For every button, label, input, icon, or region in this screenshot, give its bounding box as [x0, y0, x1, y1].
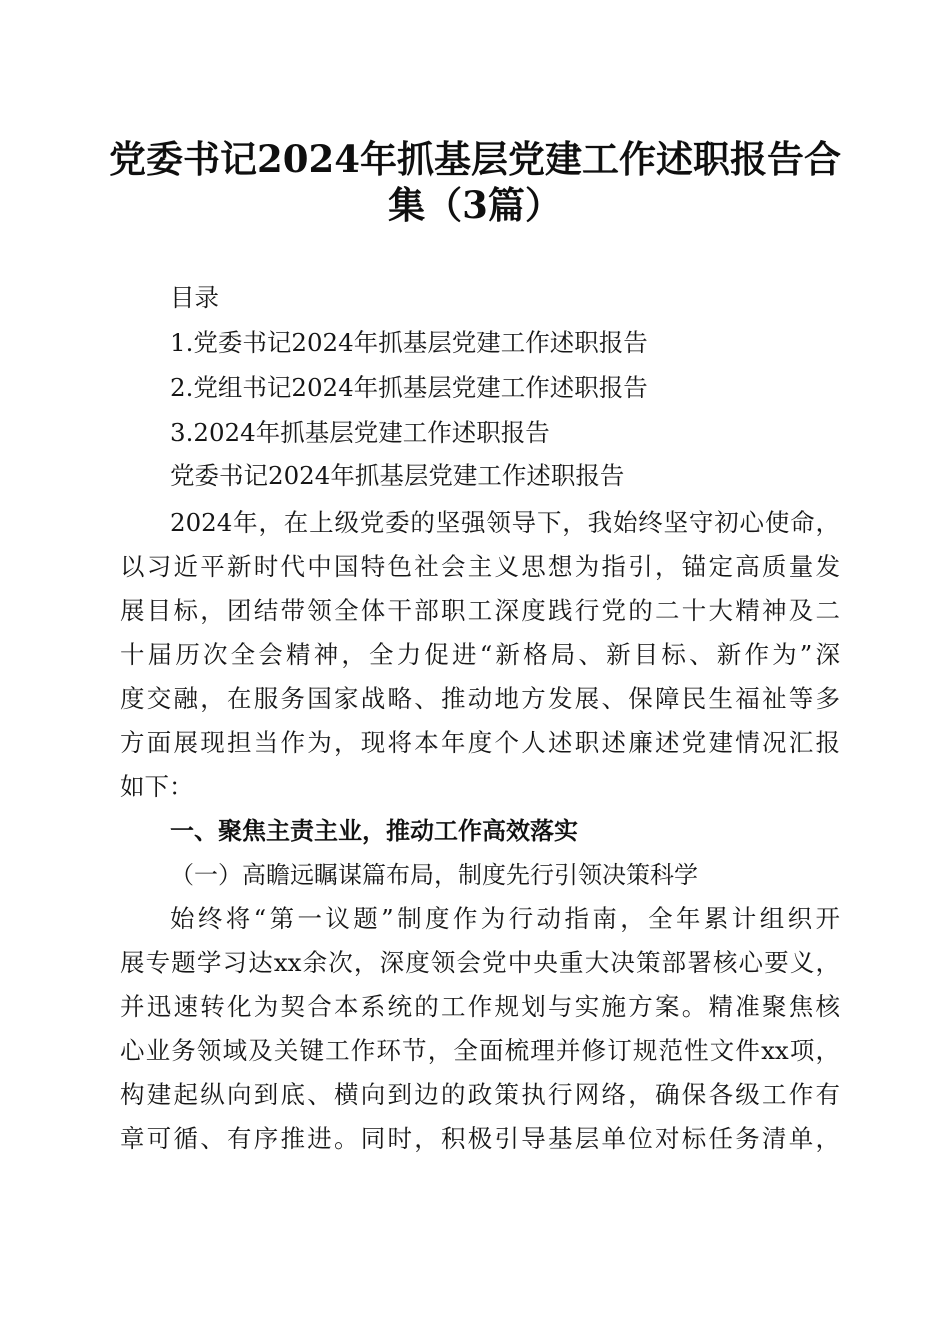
- article-title: 党委书记2024年抓基层党建工作述职报告: [170, 461, 625, 490]
- toc-item: 2.党组书记2024年抓基层党建工作述职报告: [170, 373, 648, 402]
- paragraph-line: 如下：: [120, 772, 194, 801]
- toc-heading: 目录: [170, 283, 219, 312]
- paragraph-line: 度交融，在服务国家战略、推动地方发展、保障民生福祉等多: [120, 684, 840, 713]
- paragraph-line: 心业务领域及关键工作环节，全面梳理并修订规范性文件xx项，: [120, 1036, 840, 1065]
- paragraph-line: 以习近平新时代中国特色社会主义思想为指引，锚定高质量发: [120, 552, 840, 581]
- document-title-line-2: 集（3篇）: [388, 183, 562, 227]
- document-title-line-1: 党委书记2024年抓基层党建工作述职报告合: [109, 137, 841, 181]
- paragraph-line: 并迅速转化为契合本系统的工作规划与实施方案。精准聚焦核: [120, 992, 840, 1021]
- toc-item: 1.党委书记2024年抓基层党建工作述职报告: [170, 328, 648, 357]
- paragraph-line: 始终将“第一议题”制度作为行动指南，全年累计组织开: [170, 904, 840, 933]
- section-heading: 一、聚焦主责主业，推动工作高效落实: [170, 817, 578, 845]
- paragraph-line: 展专题学习达xx余次，深度领会党中央重大决策部署核心要义，: [120, 948, 840, 977]
- paragraph-line: 展目标，团结带领全体干部职工深度践行党的二十大精神及二: [120, 596, 840, 625]
- paragraph-line: 构建起纵向到底、横向到边的政策执行网络，确保各级工作有: [120, 1080, 840, 1109]
- paragraph-line: 2024年，在上级党委的坚强领导下，我始终坚守初心使命，: [170, 508, 840, 537]
- paragraph-line: 十届历次全会精神，全力促进“新格局、新目标、新作为”深: [120, 640, 840, 669]
- subsection-heading: （一）高瞻远瞩谋篇布局，制度先行引领决策科学: [170, 861, 698, 889]
- toc-item: 3.2024年抓基层党建工作述职报告: [170, 418, 550, 447]
- paragraph-line: 方面展现担当作为，现将本年度个人述职述廉述党建情况汇报: [120, 728, 840, 757]
- paragraph-line: 章可循、有序推进。同时，积极引导基层单位对标任务清单，: [120, 1124, 840, 1153]
